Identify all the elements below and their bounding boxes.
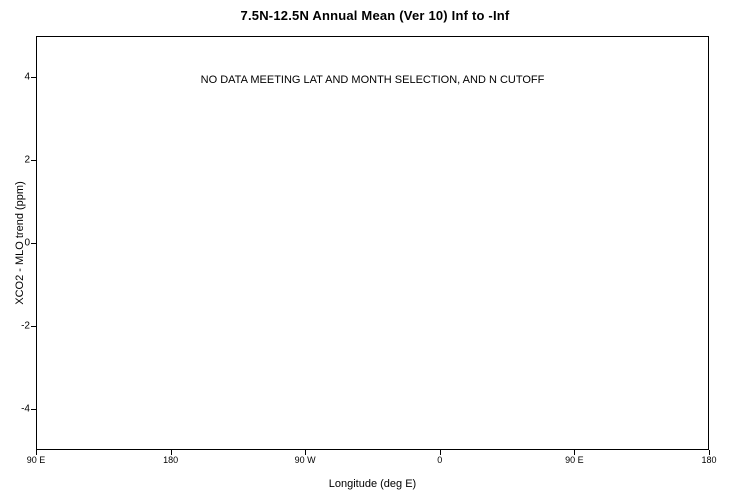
x-tick-label: 90 E [565, 455, 584, 465]
x-tick-mark [171, 450, 172, 455]
y-tick-mark [31, 160, 36, 161]
y-tick-mark [31, 409, 36, 410]
x-tick-mark [574, 450, 575, 455]
y-tick-label: 2 [24, 154, 30, 166]
chart-title: 7.5N-12.5N Annual Mean (Ver 10) Inf to -Inf [240, 8, 510, 23]
y-tick-label: 0 [24, 237, 30, 249]
y-tick-label: 4 [24, 71, 30, 83]
plot-area [36, 36, 709, 450]
x-tick-mark [709, 450, 710, 455]
y-tick-mark [31, 77, 36, 78]
x-tick-mark [440, 450, 441, 455]
y-tick-label: -4 [21, 403, 30, 415]
y-tick-mark [31, 243, 36, 244]
x-tick-mark [305, 450, 306, 455]
x-axis-label: Longitude (deg E) [328, 478, 417, 490]
y-axis-label: XCO2 - MLO trend (ppm) [14, 181, 26, 305]
x-tick-label: 0 [437, 455, 443, 465]
y-tick-mark [31, 326, 36, 327]
x-tick-label: 180 [163, 455, 179, 465]
x-tick-mark [36, 450, 37, 455]
x-tick-label: 90 E [26, 455, 46, 465]
y-tick-label: -2 [21, 320, 30, 332]
x-tick-label: 90 W [294, 455, 316, 465]
x-tick-label: 180 [701, 455, 717, 465]
no-data-annotation: NO DATA MEETING LAT AND MONTH SELECTION, AND N CUTOFF [200, 74, 545, 86]
